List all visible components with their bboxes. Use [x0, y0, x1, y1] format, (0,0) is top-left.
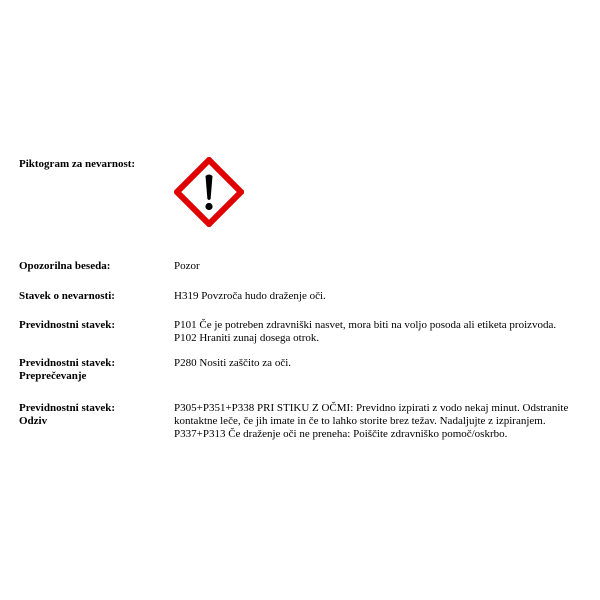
precautionary-prevention-label: [19, 357, 169, 383]
precautionary-line: P305+P351+P338 PRI STIKU Z OČMI: Previdno izpirati z vodo nekaj minut. Odstranite: [174, 402, 569, 414]
precautionary-prevention-label-line: Preprečevanje: [19, 370, 87, 382]
signal-word-label: Opozorilna beseda:: [19, 260, 111, 272]
pictogram-label: Piktogram za nevarnost:: [19, 158, 136, 170]
exclamation-mark-hazard-icon: [174, 157, 244, 227]
precautionary-line: P101 Če je potreben zdravniški nasvet, mora biti na voljo posoda ali etiketa proizvoda.: [174, 319, 557, 331]
precautionary-line: P102 Hraniti zunaj dosega otrok.: [174, 332, 320, 344]
hazard-statement-label: Stavek o nevarnosti:: [19, 290, 115, 302]
hazard-statement-value: H319 Povzroča hudo draženje oči.: [174, 290, 326, 302]
precautionary-response-label: [19, 402, 169, 428]
precautionary-response-text: [174, 402, 584, 441]
precautionary-prevention-label-line: Previdnostni stavek:: [19, 357, 116, 369]
precautionary-line: P337+P313 Če draženje oči ne preneha: Poiščite zdravniško pomoč/oskrbo.: [174, 428, 508, 440]
precautionary-response-label-line: Odziv: [19, 415, 48, 427]
precautionary-response-label-line: Previdnostni stavek:: [19, 402, 116, 414]
precautionary-general-text: [174, 319, 584, 345]
precautionary-prevention-value: P280 Nositi zaščito za oči.: [174, 357, 292, 369]
signal-word-value: Pozor: [174, 260, 200, 272]
precautionary-general-label: Previdnostni stavek:: [19, 319, 116, 331]
precautionary-line: kontaktne leče, če jih imate in če to lahko storite brez težav. Nadaljujte z izpiranjem.: [174, 415, 546, 427]
